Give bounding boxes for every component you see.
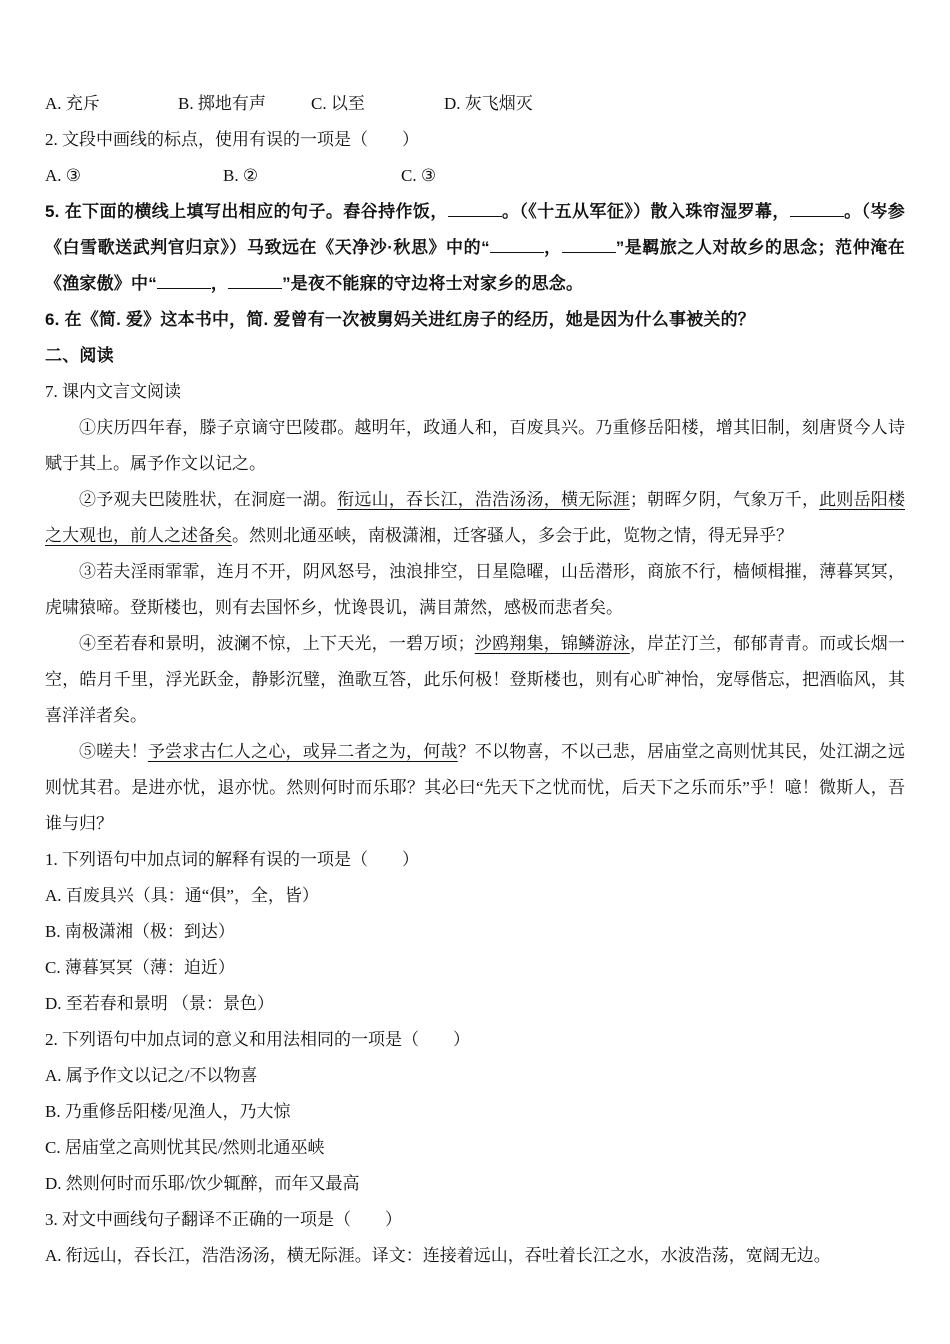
subquestion-1-option-c: C. 薄暮冥冥（薄：迫近）: [45, 958, 235, 977]
option-b: B. ②: [223, 166, 259, 185]
fill-blank-5: [157, 272, 211, 289]
q5-text-5: ”是羁旅之人对故乡的思念；范仲淹在《渔家傲》中“: [45, 238, 905, 293]
subquestion-3-option-a: A. 衔远山，吞长江，浩浩汤汤，横无际涯。译文：连接着远山，吞吐着长江之水，水波浩荡，宽阔无边。: [45, 1246, 831, 1265]
passage-paragraph-1: ①庆历四年春，滕子京谪守巴陵郡。越明年，政通人和，百废具兴。乃重修岳阳楼，增其旧制，刻唐贤今人诗赋于其上。属予作文以记之。: [45, 418, 905, 473]
option-c: C. 以至: [311, 94, 365, 113]
p5-text-2: ？不以物喜，不以己悲，居庙堂之高则忧其民，处江湖之远则忧其君。是进亦忧，退亦忧。然则何时而乐耶？其必曰“先天下之忧而忧，后天下之乐而乐”乎！噫！微斯人，吾谁与归？: [45, 742, 906, 833]
fill-blank-1: [448, 200, 502, 217]
p4-underlined-1: 沙鸥翔集，锦鳞游泳: [474, 634, 630, 653]
q5-text-6: ，: [210, 274, 229, 293]
subquestion-1-option-d: D. 至若春和景明 （景：景色）: [45, 994, 275, 1013]
p2-text-2: ；朝晖夕阴，气象万千，: [629, 490, 820, 509]
fill-blank-2: [790, 200, 844, 217]
passage-paragraph-4: [45, 626, 905, 734]
subquestion-1-stem: 1. 下列语句中加点词的解释有误的一项是（ ）: [45, 850, 419, 869]
option-a: A. ③: [45, 166, 82, 185]
q5-text-4: ，: [543, 238, 562, 257]
p5-text-1: ⑤嗟夫！: [79, 742, 148, 761]
p2-text-1: ②予观夫巴陵胜状，在洞庭一湖。: [79, 490, 338, 509]
passage-paragraph-3: ③若夫淫雨霏霏，连月不开，阴风怒号，浊浪排空，日星隐曜，山岳潜形，商旅不行，樯倾楫摧，薄暮冥冥，虎啸猿啼。登斯楼也，则有去国怀乡，忧谗畏讥，满目萧然，感极而悲者矣。: [45, 562, 905, 617]
subquestion-1-option-a: A. 百废具兴（具：通“俱”，全，皆）: [45, 886, 319, 905]
option-d: D. 灰飞烟灭: [444, 94, 533, 113]
fill-blank-6: [228, 272, 282, 289]
question-7-stem: 7. 课内文言文阅读: [45, 382, 181, 401]
question-2-options-row: [45, 158, 905, 194]
q5-text-2: 。（《十五从军征》）散入珠帘湿罗幕，: [501, 202, 790, 221]
subquestion-1-option-b: B. 南极潇湘（极：到达）: [45, 922, 235, 941]
passage-paragraph-5: [45, 734, 905, 842]
fill-blank-4: [562, 236, 616, 253]
q5-text-1: 5. 在下面的横线上填写出相应的句子。舂谷持作饭，: [45, 202, 448, 221]
p4-text-1: ④至若春和景明，波澜不惊，上下天光，一碧万顷；: [79, 634, 475, 653]
option-c: C. ③: [401, 166, 437, 185]
option-b: B. 掷地有声: [178, 94, 266, 113]
question-1-options-row: [45, 86, 905, 122]
p2-text-3: 。然则北通巫峡，南极潇湘，迁客骚人，多会于此，览物之情，得无异乎？: [232, 526, 793, 545]
q5-text-3: 。（岑参《白雪歌送武判官归京》）马致远在《天净沙·秋思》中的“: [45, 202, 906, 257]
p2-underlined-2: 此则岳阳楼之大观也，前人之述备矣: [45, 490, 906, 545]
subquestion-2-stem: 2. 下列语句中加点词的意义和用法相同的一项是（ ）: [45, 1030, 470, 1049]
subquestion-2-option-c: C. 居庙堂之高则忧其民/然则北通巫峡: [45, 1138, 325, 1157]
question-2-stem: 2. 文段中画线的标点，使用有误的一项是（ ）: [45, 130, 419, 149]
p4-text-2: ，岸芷汀兰，郁郁青青。而或长烟一空，皓月千里，浮光跃金，静影沉璧，渔歌互答，此乐何极！登斯楼也，则有心旷神怡，宠辱偕忘，把酒临风，其喜洋洋者矣。: [45, 634, 906, 725]
question-6: 6. 在《简. 爱》这本书中，简. 爱曾有一次被舅妈关进红房子的经历，她是因为什么事被关的？: [45, 310, 755, 329]
option-a: A. 充斥: [45, 94, 100, 113]
passage-paragraph-2: [45, 482, 905, 554]
fill-blank-3: [490, 236, 544, 253]
subquestion-3-stem: 3. 对文中画线句子翻译不正确的一项是（ ）: [45, 1210, 402, 1229]
section-heading-reading: 二、阅读: [45, 346, 114, 365]
p2-underlined-1: 衔远山，吞长江，浩浩汤汤，横无际涯: [337, 490, 630, 509]
subquestion-2-option-d: D. 然则何时而乐耶/饮少辄醉，而年又最高: [45, 1174, 360, 1193]
subquestion-2-option-b: B. 乃重修岳阳楼/见渔人，乃大惊: [45, 1102, 291, 1121]
p5-underlined-1: 予尝求古仁人之心，或异二者之为，何哉: [147, 742, 458, 761]
subquestion-2-option-a: A. 属予作文以记之/不以物喜: [45, 1066, 258, 1085]
q5-text-7: ”是夜不能寐的守边将士对家乡的思念。: [282, 274, 584, 293]
question-5: [45, 194, 905, 302]
